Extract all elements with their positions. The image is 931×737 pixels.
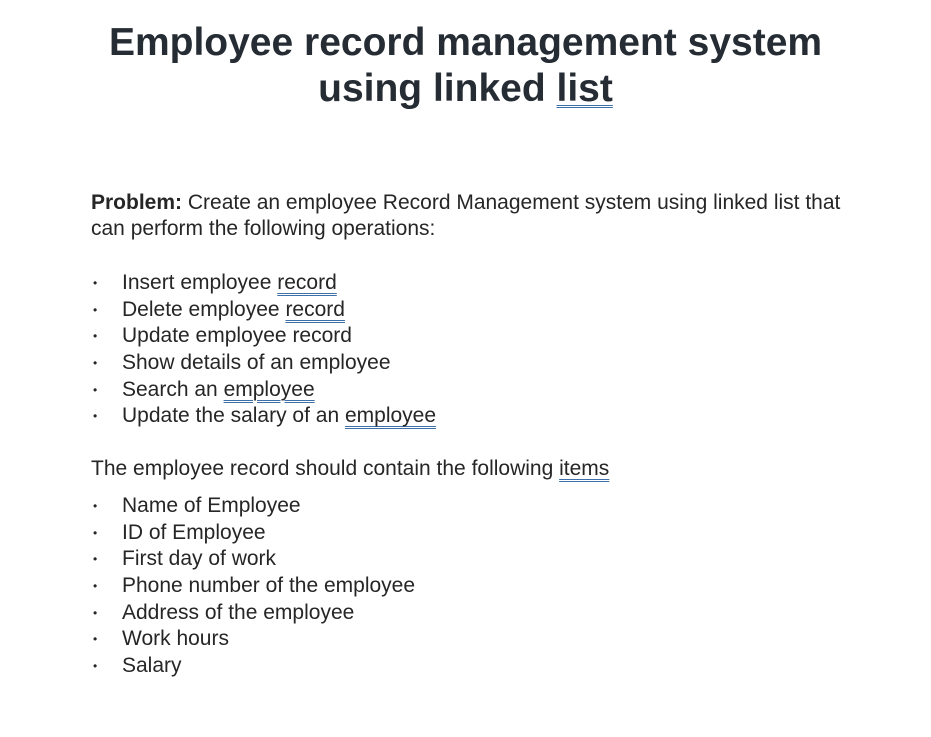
list-item (91, 626, 415, 653)
list-item-underlined: record (277, 271, 337, 294)
document-title (0, 20, 931, 112)
list-item-text: Insert employee (122, 271, 278, 294)
title-line-1: Employee record management system (108, 21, 823, 64)
bullet-icon: • (93, 659, 98, 674)
bullet-icon: • (93, 632, 98, 647)
operations-list (91, 270, 436, 430)
bullet-icon: • (93, 382, 98, 397)
problem-statement (91, 190, 851, 242)
items-intro-underlined: items (559, 457, 610, 480)
list-item (91, 653, 415, 680)
list-item-text: First day of work (122, 547, 277, 571)
bullet-icon: • (93, 302, 98, 317)
list-item (91, 297, 436, 324)
bullet-icon: • (93, 579, 98, 594)
list-item (91, 520, 415, 547)
bullet-icon: • (93, 605, 98, 620)
list-item-underlined: record (285, 297, 345, 321)
fields-list (91, 493, 415, 680)
list-item (91, 270, 436, 297)
list-item-text: Update employee record (122, 324, 352, 348)
list-item-text: Work hours (122, 627, 229, 651)
bullet-icon: • (93, 276, 98, 290)
list-item (91, 323, 436, 350)
list-item (91, 573, 415, 600)
list-item-text: Show details of an employee (122, 351, 391, 375)
title-line-2 (0, 66, 931, 112)
bullet-icon: • (93, 329, 98, 344)
list-item (91, 350, 436, 377)
bullet-icon: • (93, 499, 98, 513)
title-line-2-prefix: using linked (318, 67, 557, 110)
list-item-text: Name of Employee (122, 494, 301, 517)
list-item (91, 493, 415, 520)
list-item (91, 377, 436, 404)
list-item-text: Update the salary of an (122, 404, 345, 428)
bullet-icon: • (93, 552, 98, 567)
list-item-text: Address of the employee (122, 600, 355, 624)
list-item-text: Delete employee (122, 297, 286, 321)
list-item-text: Phone number of the employee (122, 574, 416, 598)
list-item (91, 546, 415, 573)
list-item-text: Salary (122, 654, 182, 678)
problem-text: Create an employee Record Management system using linked list that can perform the following operations: (91, 191, 841, 240)
items-intro (91, 456, 851, 482)
bullet-icon: • (93, 525, 98, 540)
list-item-underlined: employee (223, 377, 315, 401)
problem-label: Problem: (91, 191, 183, 214)
bullet-icon: • (93, 356, 98, 371)
list-item-text: ID of Employee (122, 520, 266, 544)
list-item-text: Search an (122, 377, 224, 401)
list-item (91, 600, 415, 627)
items-intro-text: The employee record should contain the following (91, 457, 560, 480)
bullet-icon: • (93, 409, 98, 424)
list-item-underlined: employee (344, 404, 437, 428)
title-line-2-underlined: list (556, 67, 613, 110)
list-item (91, 403, 436, 430)
